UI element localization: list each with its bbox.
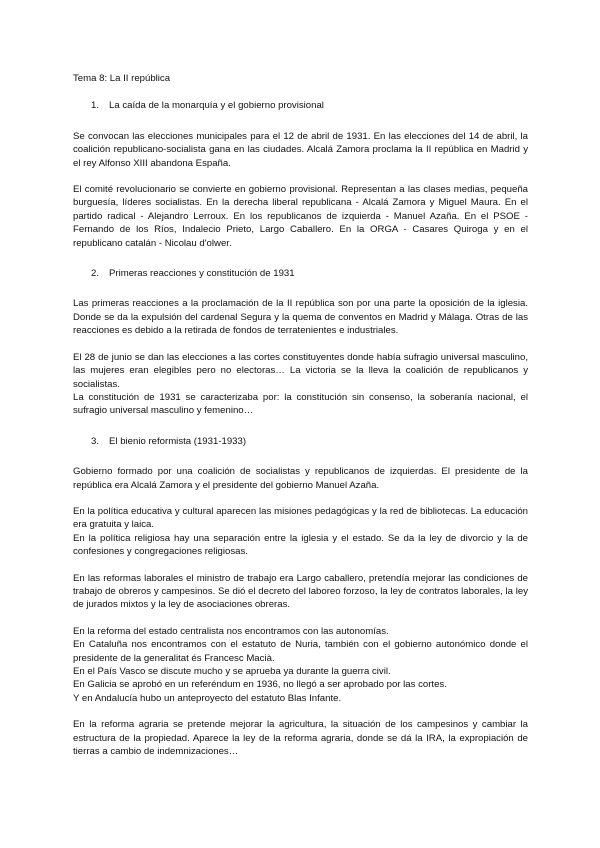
section-heading <box>73 99 528 112</box>
paragraph: En las reformas laborales el ministro de trabajo era Largo caballero, pretendía mejorar las condiciones de trabajo de obreros y campesinos. Se dió el decreto del laboreo forzoso, la ley de contratos laborales, la ley de jurados mixtos y la ley de asociaciones obreras. <box>73 572 528 611</box>
section-heading <box>73 267 528 280</box>
paragraph: El 28 de junio se dan las elecciones a las cortes constituyentes donde había sufragio universal masculino, las mujeres eran elegibles pero no electoras… La victoria se la lleva la coalición de republicanos y socialistas. <box>73 351 528 390</box>
document-title: Tema 8: La II república <box>73 73 171 84</box>
section-number: 2. <box>91 268 100 280</box>
paragraph: La constitución de 1931 se caracterizaba por: la constitución sin consenso, la soberanía nacional, el sufragio universal masculino y femenino… <box>73 391 528 417</box>
section-title: La caída de la monarquía y el gobierno provisional <box>109 100 324 112</box>
paragraph: Y en Andalucía hubo un anteproyecto del estatuto Blas Infante. <box>73 692 342 704</box>
section-number: 3. <box>91 435 100 447</box>
paragraph: En la reforma del estado centralista nos encontramos con las autonomías. <box>73 625 389 637</box>
paragraph: En Galicia se aprobó en un referéndum en 1936, no llegó a ser aprobado por las cortes. <box>73 679 447 691</box>
paragraph: Las primeras reacciones a la proclamación de la II república son por una parte la oposición de la iglesia. Donde se da la expulsión del cardenal Segura y la quema de conventos en Madrid y Málaga. Otras de las reacciones es debido a la retirada de fondos de terratenientes e industriales. <box>73 298 528 337</box>
section-title: El bienio reformista (1931-1933) <box>109 435 247 447</box>
paragraph: En la política religiosa hay una separación entre la iglesia y el estado. Se da la ley de divorcio y la de confesiones y congregaciones religiosas. <box>73 532 528 558</box>
document-page <box>73 72 528 771</box>
section-title: Primeras reacciones y constitución de 1931 <box>109 268 295 280</box>
section-3 <box>73 435 528 759</box>
paragraph: En la reforma agraria se pretende mejorar la agricultura, la situación de los campesinos y cambiar la estructura de la propiedad. Aparece la ley de la reforma agraria, donde se dá la IRA, la expropiación de tierras a cambio de indemnizaciones… <box>73 719 528 758</box>
paragraph: En el País Vasco se discute mucho y se aprueba ya durante la guerra civil. <box>73 666 391 677</box>
paragraph: Gobierno formado por una coalición de socialistas y republicanos de izquierdas. El presidente de la república era Alcalá Zamora y el presidente del gobierno Manuel Azaña. <box>73 466 528 491</box>
section-2 <box>73 267 528 418</box>
paragraph: En Cataluña nos encontramos con el estatuto de Nuria, también con el gobierno autonómico donde el presidente de la generalitat és Francesc Macià. <box>73 639 528 664</box>
section-1 <box>73 99 528 250</box>
section-heading <box>73 435 528 448</box>
section-number: 1. <box>91 100 100 112</box>
paragraph: El comité revolucionario se convierte en gobierno provisional. Representan a las clases medias, pequeña burguesía, líderes socialistas. En la derecha liberal republicana - Alcalá Zamora y Miguel Maura. En el partido radical - Alejandro Lerroux. En los republicanos de izquierda - Manuel Azaña. En el PSOE - Fernando de los Ríos, Indalecio Prieto, Largo Caballero. En la ORGA - Casares Quiroga y en el republicano catalán - Nicolau d'olwer. <box>73 184 528 249</box>
paragraph: Se convocan las elecciones municipales para el 12 de abril de 1931. En las elecciones del 14 de abril, la coalición republicano-socialista gana en las ciudades. Alcalá Zamora proclama la II república en Madrid y el rey Alfonso XIII abandona España. <box>73 130 528 169</box>
paragraph: En la política educativa y cultural aparecen las misiones pedagógicas y la red de bibliotecas. La educación era gratuita y laica. <box>73 505 528 531</box>
